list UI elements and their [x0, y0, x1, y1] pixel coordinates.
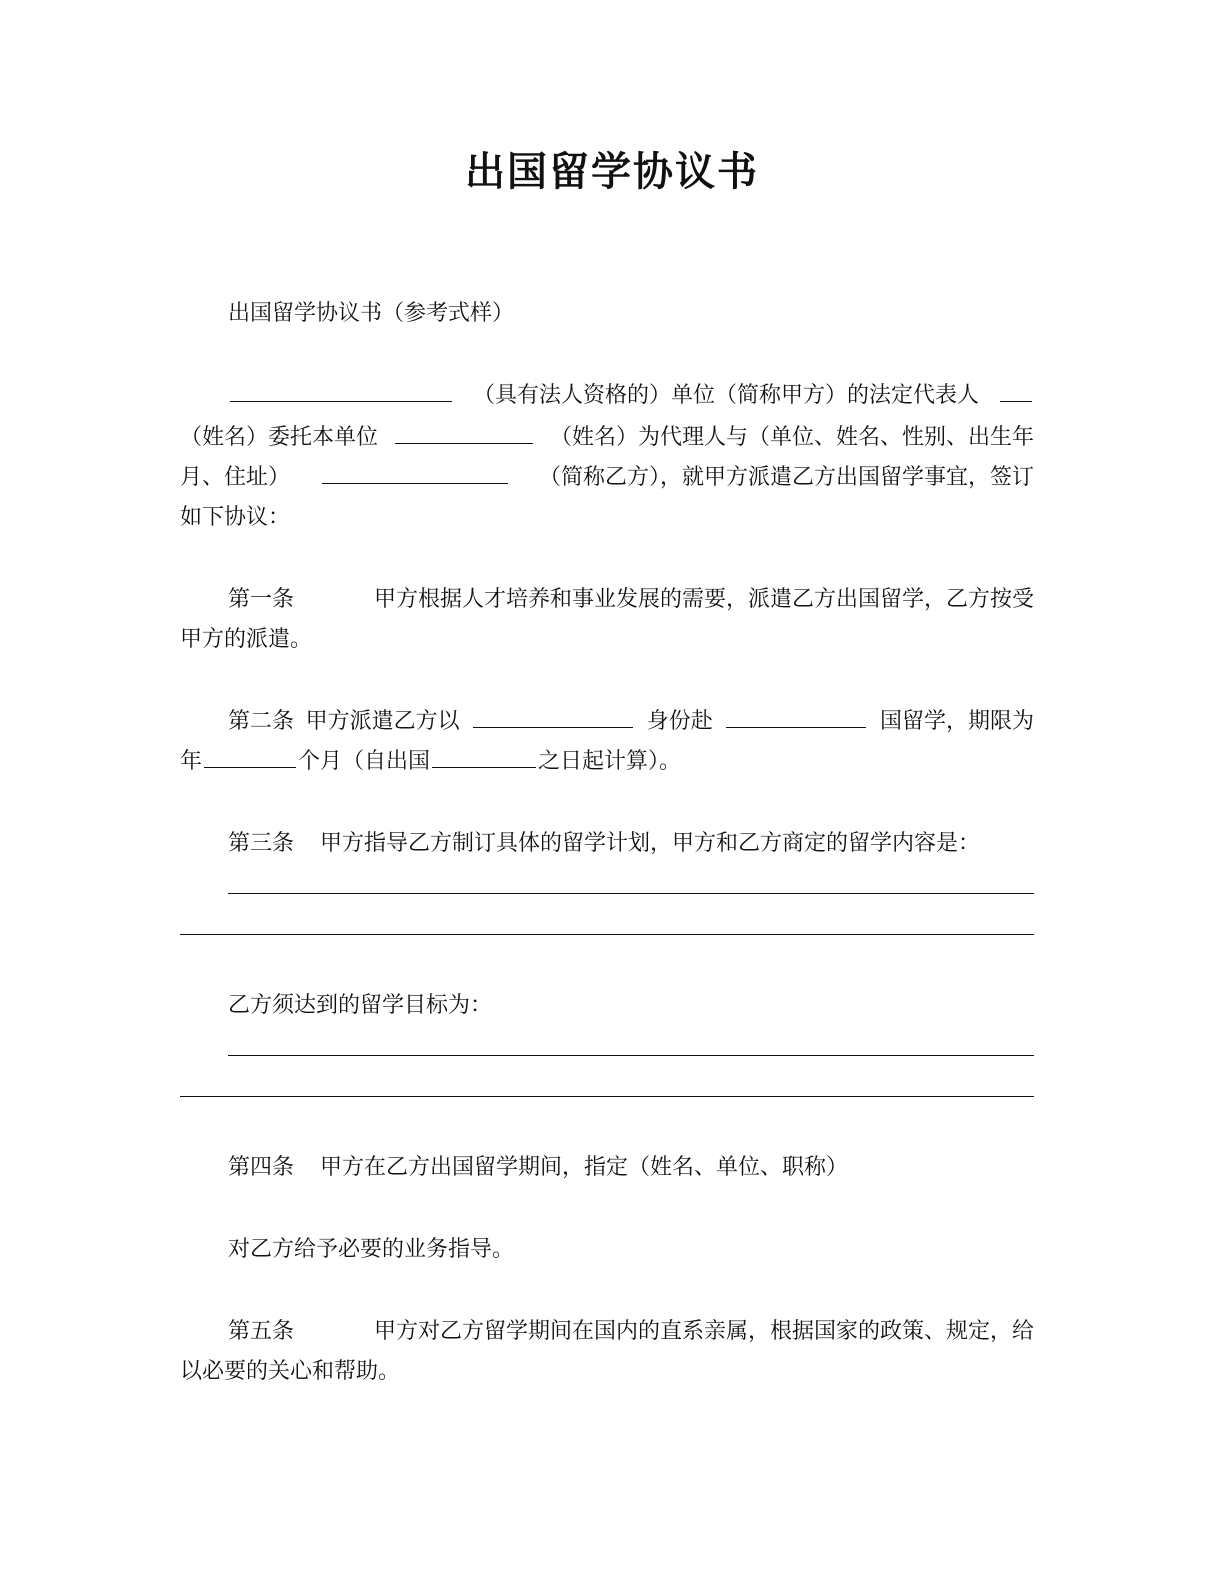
article-2-line-1 — [228, 702, 1034, 742]
article-2-text-1b: 身份赴 — [646, 709, 713, 734]
study-content-blank-2[interactable] — [180, 934, 1034, 935]
article-2-text-1c: 国留学，期限为 — [879, 709, 1034, 734]
preamble-text-2b: （姓名）为代理人与（单位、姓名、性别、出生年 — [549, 425, 1034, 450]
article-4-label: 第四条 — [228, 1155, 295, 1180]
article-1-line-2: 甲方的派遣。 — [180, 627, 313, 652]
blank-country[interactable] — [726, 703, 866, 728]
article-2-label: 第二条 — [228, 709, 295, 734]
study-goal-blank-2[interactable] — [180, 1096, 1034, 1097]
article-5-line-1 — [228, 1312, 1034, 1352]
study-goal-blank-1[interactable] — [228, 1055, 1034, 1056]
blank-departure-date[interactable] — [432, 743, 536, 768]
article-4-line-1 — [228, 1148, 848, 1188]
blank-identity[interactable] — [473, 703, 633, 728]
article-1-label: 第一条 — [228, 587, 295, 612]
blank-agent-name[interactable] — [395, 419, 533, 444]
article-4-line-2: 对乙方给予必要的业务指导。 — [228, 1237, 515, 1262]
article-3-label: 第三条 — [228, 831, 295, 856]
article-2-line-2 — [180, 742, 681, 782]
blank-party-b-info[interactable] — [322, 459, 508, 484]
article-5-line-2: 以必要的关心和帮助。 — [180, 1359, 401, 1384]
document-title: 出国留学协议书 — [465, 149, 759, 195]
article-4-text-1: 甲方在乙方出国留学期间，指定（姓名、单位、职称） — [320, 1155, 849, 1180]
article-2-text-2a: 年 — [180, 749, 203, 774]
study-content-blank-1[interactable] — [228, 893, 1034, 894]
article-1-text-1: 甲方根据人才培养和事业发展的需要，派遣乙方出国留学，乙方按受 — [373, 587, 1034, 612]
article-2-text-1a: 甲方派遣乙方以 — [305, 709, 460, 734]
article-3-line-1 — [228, 824, 980, 864]
article-2-text-2c: 之日起计算）。 — [538, 749, 682, 774]
preamble-line-1 — [228, 376, 1034, 416]
document-subtitle: 出国留学协议书（参考式样） — [228, 301, 515, 326]
preamble-text-3b: （简称乙方），就甲方派遣乙方出国留学事宜，签订 — [538, 465, 1034, 490]
preamble-text-1a: （具有法人资格的）单位（简称甲方）的法定代表人 — [472, 383, 979, 408]
preamble-text-2a: （姓名）委托本单位 — [180, 425, 379, 450]
article-5-label: 第五条 — [228, 1319, 295, 1344]
article-5-text-1: 甲方对乙方留学期间在国内的直系亲属，根据国家的政策、规定，给 — [373, 1319, 1034, 1344]
blank-unit-name[interactable] — [230, 377, 452, 402]
preamble-line-4: 如下协议： — [180, 505, 291, 530]
preamble-text-3a: 月、住址） — [180, 465, 291, 490]
blank-months[interactable] — [204, 743, 296, 768]
preamble-line-2 — [180, 418, 1034, 458]
study-goal-label: 乙方须达到的留学目标为： — [228, 993, 493, 1018]
article-2-text-2b: 个月（自出国 — [298, 749, 431, 774]
article-1-line-1 — [228, 580, 1034, 620]
blank-representative[interactable] — [1000, 377, 1032, 402]
article-3-text-1: 甲方指导乙方制订具体的留学计划，甲方和乙方商定的留学内容是： — [320, 831, 981, 856]
preamble-line-3 — [180, 458, 1034, 498]
